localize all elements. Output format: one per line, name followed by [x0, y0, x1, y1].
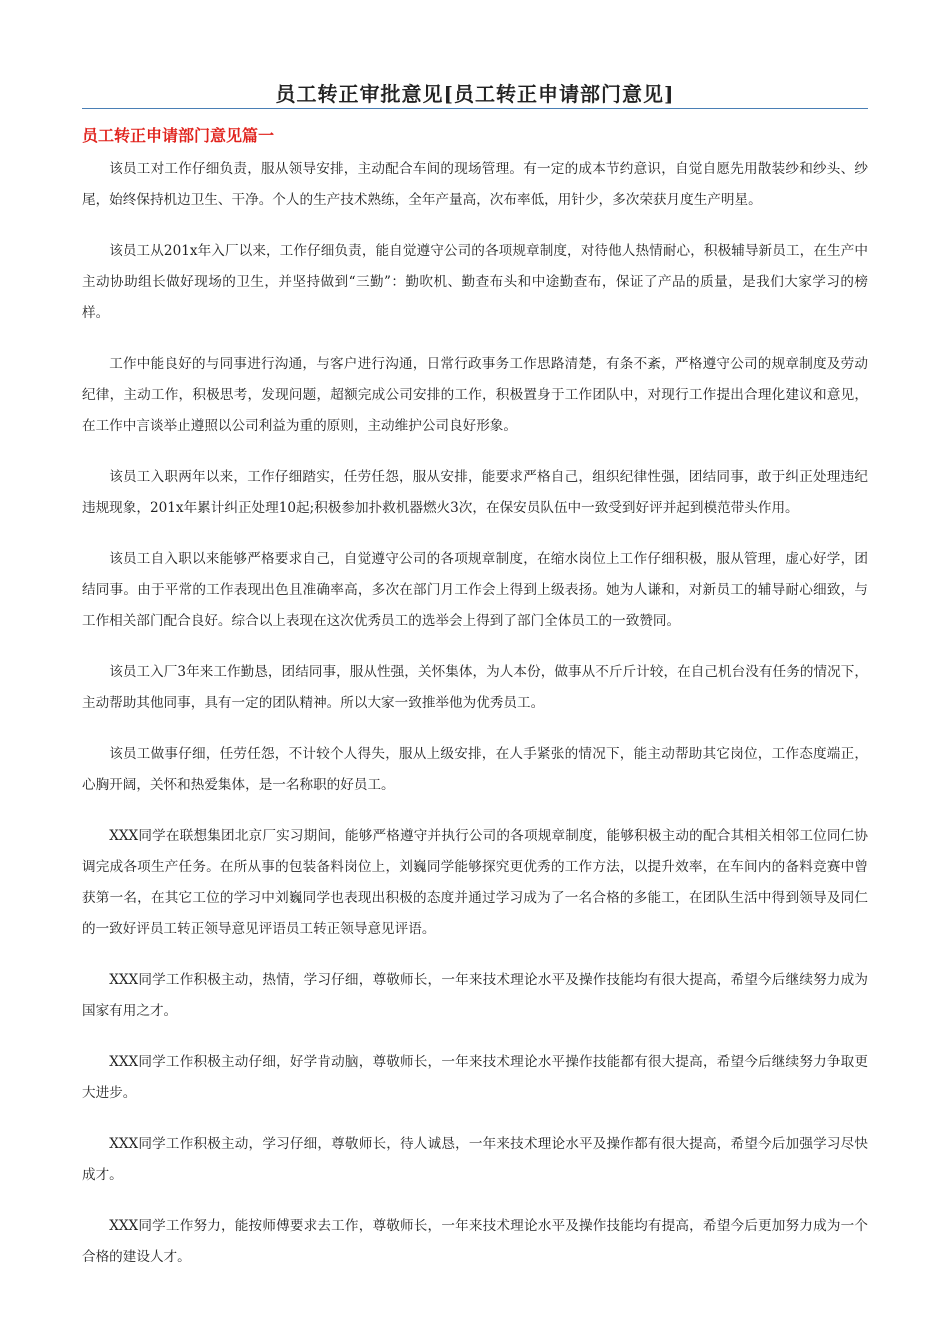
document-title: 员工转正审批意见[员工转正申请部门意见]	[275, 82, 675, 106]
paragraph: 该员工入职两年以来，工作仔细踏实，任劳任怨，服从安排，能要求严格自己，组织纪律性强，团结同事，敢于纠正处理违纪违规现象，201x年累计纠正处理10起;积极参加扑救机器燃火3次，在保安员队伍中一致受到好评并起到模范带头作用。	[82, 469, 868, 516]
paragraph: 该员工做事仔细，任劳任怨，不计较个人得失，服从上级安排，在人手紧张的情况下，能主动帮助其它岗位，工作态度端正，心胸开阔，关怀和热爱集体，是一名称职的好员工。	[82, 746, 868, 793]
paragraph: 该员工自入职以来能够严格要求自己，自觉遵守公司的各项规章制度，在缩水岗位上工作仔细积极，服从管理，虚心好学，团结同事。由于平常的工作表现出色且准确率高，多次在部门月工作会上得到上级表扬。她为人谦和，对新员工的辅导耐心细致，与工作相关部门配合良好。综合以上表现在这次优秀员工的选举会上得到了部门全体员工的一致赞同。	[82, 551, 868, 629]
paragraph: XXX同学工作积极主动，热情，学习仔细，尊敬师长，一年来技术理论水平及操作技能均有很大提高，希望今后继续努力成为国家有用之才。	[82, 972, 868, 1019]
paragraph: 该员工对工作仔细负责，服从领导安排，主动配合车间的现场管理。有一定的成本节约意识，自觉自愿先用散装纱和纱头、纱尾，始终保持机边卫生、干净。个人的生产技术熟练，全年产量高，次布率低，用针少，多次荣获月度生产明星。	[82, 161, 868, 208]
document-body	[82, 154, 868, 1293]
paragraph: XXX同学工作积极主动仔细，好学肯动脑，尊敬师长，一年来技术理论水平操作技能都有很大提高，希望今后继续努力争取更大进步。	[82, 1054, 868, 1101]
paragraph: 该员工从201x年入厂以来，工作仔细负责，能自觉遵守公司的各项规章制度，对待他人热情耐心，积极辅导新员工，在生产中主动协助组长做好现场的卫生，并坚持做到“三勤”：勤吹机、勤查布头和中途勤查布，保证了产品的质量，是我们大家学习的榜样。	[82, 243, 868, 321]
paragraph: 工作中能良好的与同事进行沟通，与客户进行沟通，日常行政事务工作思路清楚，有条不紊，严格遵守公司的规章制度及劳动纪律，主动工作，积极思考，发现问题，超额完成公司安排的工作，积极置身于工作团队中，对现行工作提出合理化建议和意见，在工作中言谈举止遵照以公司利益为重的原则，主动维护公司良好形象。	[82, 356, 868, 434]
paragraph: XXX同学工作积极主动，学习仔细，尊敬师长，待人诚恳，一年来技术理论水平及操作都有很大提高，希望今后加强学习尽快成才。	[82, 1136, 868, 1183]
paragraph: XXX同学工作努力，能按师傅要求去工作，尊敬师长，一年来技术理论水平及操作技能均有提高，希望今后更加努力成为一个合格的建设人才。	[82, 1218, 868, 1265]
paragraph: 该员工入厂3年来工作勤恳，团结同事，服从性强，关怀集体，为人本份，做事从不斤斤计较，在自己机台没有任务的情况下，主动帮助其他同事，具有一定的团队精神。所以大家一致推举他为优秀员工。	[82, 664, 868, 711]
title-underline	[82, 108, 868, 109]
section-heading: 员工转正申请部门意见篇一	[82, 126, 275, 145]
paragraph: XXX同学在联想集团北京厂实习期间，能够严格遵守并执行公司的各项规章制度，能够积极主动的配合其相关相邻工位同仁协调完成各项生产任务。在所从事的包装备料岗位上，刘巍同学能够探究更优秀的工作方法，以提升效率，在车间内的备料竞赛中曾获第一名，在其它工位的学习中刘巍同学也表现出积极的态度并通过学习成为了一名合格的多能工，在团队生活中得到领导及同仁的一致好评员工转正领导意见评语员工转正领导意见评语。	[82, 828, 868, 937]
